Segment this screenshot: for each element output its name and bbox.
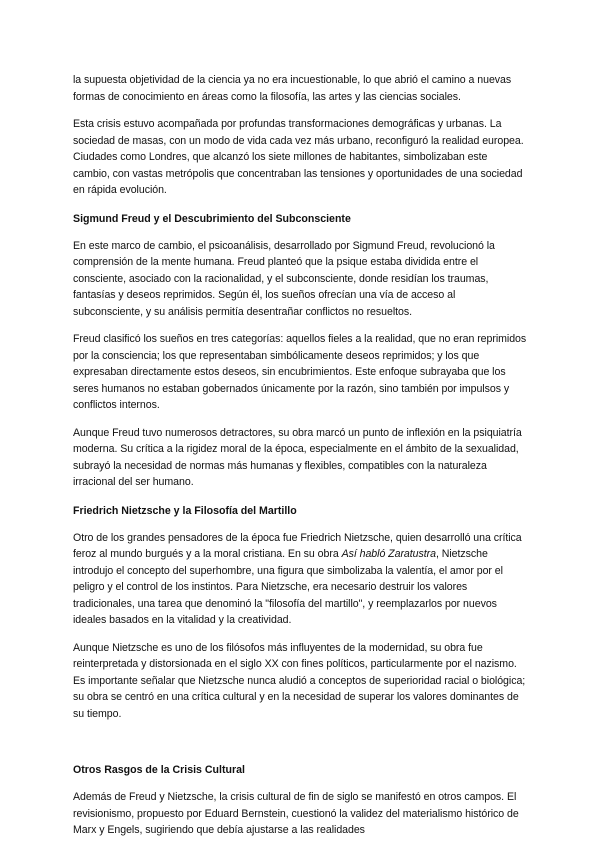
paragraph-5: Aunque Freud tuvo numerosos detractores, su obra marcó un punto de inflexión en la psiquiatría moderna. Su crítica a la rigidez moral de la época, especialmente en el ámbito de la sexualidad, subrayó la necesidad de normas más humanas y flexibles, compatibles con la naturaleza irracional del ser humano. — [73, 426, 522, 488]
book-title: Así habló Zaratustra — [341, 548, 436, 560]
paragraph-6-start: Otro de los grandes pensadores de la época fue Friedrich Nietzsche, quien desarrolló una crítica feroz al mundo burgués y a la moral cristiana. En su obra — [73, 531, 522, 560]
paragraph-3: En este marco de cambio, el psicoanálisis, desarrollado por Sigmund Freud, revolucionó la comprensión de la mente humana. Freud planteó que la psique estaba dividida entre el consciente, asociado con la racionalidad, y el subconsciente, donde residían los traumas, fantasías y deseos reprimidos. Según él, los sueños ofrecían una vía de acceso al subconsciente, y su análisis permitía desentrañar conflictos no resueltos. — [73, 239, 495, 318]
paragraph-4: Freud clasificó los sueños en tres categorías: aquellos fieles a la realidad, que no eran reprimidos por la consciencia; los que representaban simbólicamente deseos reprimidos; y los que expresaban directamente estos deseos, sin encubrimientos. Este enfoque subrayaba que los seres humanos no estaban gobernados únicamente por la razón, sino también por impulsos y conflictos internos. — [73, 333, 527, 411]
paragraph-6-end: , Nietzsche introdujo el concepto del superhombre, una figura que simbolizaba la valentía, el amor por el peligro y el control de los instintos. Para Nietzsche, era necesario destruir los valores tradicionales, una tarea que denominó la "filosofía del martillo", y reemplazarlos por nuevos ideales basados en la vitalidad y la creatividad. — [73, 548, 503, 626]
paragraph-6 — [73, 530, 527, 629]
heading-freud: Sigmund Freud y el Descubrimiento del Subconsciente — [73, 212, 351, 225]
paragraph-7: Aunque Nietzsche es uno de los filósofos más influyentes de la modernidad, su obra fue reinterpretada y distorsionada en el siglo XX con fines políticos, particularmente por el nazismo. Es importante señalar que Nietzsche nunca aludió a conceptos de superioridad racial o biológica; su obra se centró en una crítica cultural y en la necesidad de superar los valores dominantes de su tiempo. — [73, 641, 526, 720]
heading-otros-rasgos: Otros Rasgos de la Crisis Cultural — [73, 764, 245, 776]
heading-nietzsche: Friedrich Nietzsche y la Filosofía del Martillo — [73, 504, 297, 517]
paragraph-8: Además de Freud y Nietzsche, la crisis cultural de fin de siglo se manifestó en otros campos. El revisionismo, propuesto por Eduard Bernstein, cuestionó la validez del materialismo histórico de Marx y Engels, sugiriendo que debía ajustarse a las realidades — [73, 791, 519, 836]
paragraph-1: la supuesta objetividad de la ciencia ya no era incuestionable, lo que abrió el camino a nuevas formas de conocimiento en áreas como la filosofía, las artes y las ciencias sociales. — [73, 74, 512, 103]
paragraph-2: Esta crisis estuvo acompañada por profundas transformaciones demográficas y urbanas. La sociedad de masas, con un modo de vida cada vez más urbano, reconfiguró la realidad europea. Ciudades como Londres, que alcanzó los siete millones de habitantes, simbolizaban este cambio, con vastas metrópolis que concentraban las tensiones y oportunidades de una sociedad en rápida evolución. — [73, 118, 524, 196]
